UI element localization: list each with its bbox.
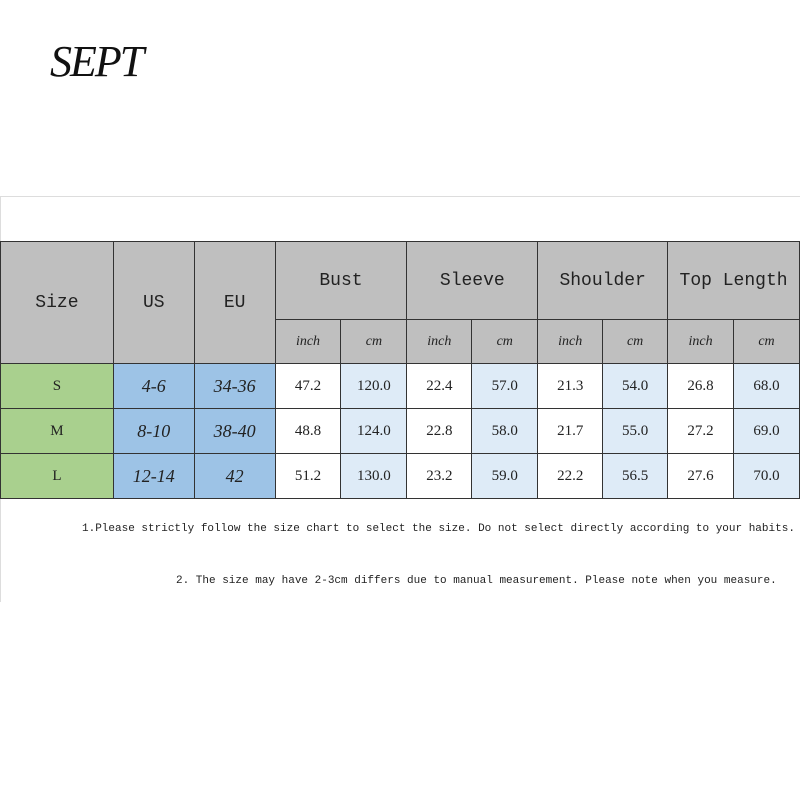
- cell-us: 12-14: [113, 454, 194, 499]
- unit-inch: inch: [407, 320, 472, 364]
- size-chart-table: [0, 241, 800, 499]
- table-row: [1, 409, 800, 454]
- cell-shoulder-cm: 54.0: [603, 364, 668, 409]
- cell-bust-cm: 130.0: [341, 454, 407, 499]
- cell-eu: 42: [194, 454, 275, 499]
- header-us: US: [113, 242, 194, 364]
- cell-length-cm: 70.0: [734, 454, 800, 499]
- unit-inch: inch: [538, 320, 603, 364]
- cell-shoulder-in: 21.3: [538, 364, 603, 409]
- cell-bust-in: 48.8: [275, 409, 341, 454]
- unit-cm: cm: [734, 320, 800, 364]
- unit-cm: cm: [603, 320, 668, 364]
- cell-eu: 38-40: [194, 409, 275, 454]
- cell-eu: 34-36: [194, 364, 275, 409]
- cell-sleeve-cm: 58.0: [472, 409, 538, 454]
- cell-size: M: [1, 409, 114, 454]
- cell-length-in: 26.8: [668, 364, 734, 409]
- header-shoulder: Shoulder: [538, 242, 668, 320]
- cell-shoulder-cm: 56.5: [603, 454, 668, 499]
- note-2: 2. The size may have 2-3cm differs due to manual measurement. Please note when you measure.: [176, 575, 777, 587]
- cell-bust-cm: 120.0: [341, 364, 407, 409]
- unit-cm: cm: [341, 320, 407, 364]
- cell-sleeve-cm: 59.0: [472, 454, 538, 499]
- cell-bust-in: 47.2: [275, 364, 341, 409]
- unit-inch: inch: [668, 320, 734, 364]
- cell-shoulder-cm: 55.0: [603, 409, 668, 454]
- cell-size: S: [1, 364, 114, 409]
- cell-shoulder-in: 21.7: [538, 409, 603, 454]
- cell-length-cm: 69.0: [734, 409, 800, 454]
- cell-sleeve-in: 22.4: [407, 364, 472, 409]
- cell-bust-in: 51.2: [275, 454, 341, 499]
- cell-size: L: [1, 454, 114, 499]
- cell-shoulder-in: 22.2: [538, 454, 603, 499]
- cell-length-cm: 68.0: [734, 364, 800, 409]
- header-top-length: Top Length: [668, 242, 800, 320]
- cell-bust-cm: 124.0: [341, 409, 407, 454]
- cell-us: 4-6: [113, 364, 194, 409]
- header-sleeve: Sleeve: [407, 242, 538, 320]
- cell-length-in: 27.6: [668, 454, 734, 499]
- unit-inch: inch: [275, 320, 341, 364]
- brand-logo: SEPT: [50, 37, 143, 86]
- cell-sleeve-in: 23.2: [407, 454, 472, 499]
- cell-length-in: 27.2: [668, 409, 734, 454]
- cell-us: 8-10: [113, 409, 194, 454]
- header-eu: EU: [194, 242, 275, 364]
- header-bust: Bust: [275, 242, 407, 320]
- note-1: 1.Please strictly follow the size chart to select the size. Do not select directly according to your habits.: [82, 523, 795, 535]
- table-row: [1, 364, 800, 409]
- unit-cm: cm: [472, 320, 538, 364]
- cell-sleeve-in: 22.8: [407, 409, 472, 454]
- header-size: Size: [1, 242, 114, 364]
- table-row: [1, 454, 800, 499]
- cell-sleeve-cm: 57.0: [472, 364, 538, 409]
